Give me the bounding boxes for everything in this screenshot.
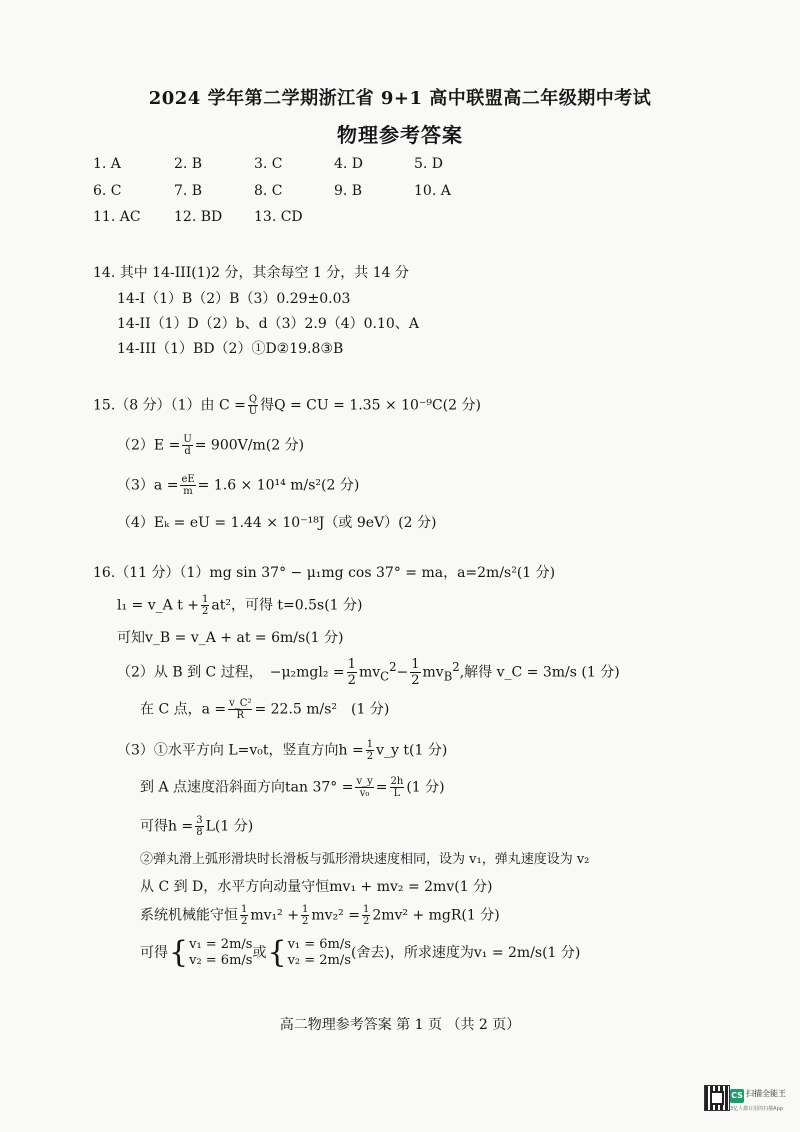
fraction-num: eE xyxy=(181,474,195,485)
q15-line-2-result: = 900V/m(2 分) xyxy=(194,437,305,454)
fraction xyxy=(240,904,248,927)
q14-part-1: 14-I（1）B（2）B（3）0.29±0.03 xyxy=(117,291,351,307)
brace-icon: { xyxy=(267,935,287,970)
system-row: v₁ = 2m/s xyxy=(189,937,253,952)
fraction xyxy=(182,434,192,457)
q16-line-10: 从 C 到 D，水平方向动量守恒mv₁ + mv₂ = 2mv(1 分) xyxy=(140,879,493,895)
fraction xyxy=(355,776,373,799)
fraction-den: 2 xyxy=(347,673,356,688)
fraction-den: v₀ xyxy=(359,788,370,799)
q15-line-4: （4）Eₖ = eU = 1.44 × 10⁻¹⁸J（或 9eV）(2 分) xyxy=(117,515,437,531)
q16-line-8 xyxy=(140,815,253,838)
answer-7: 7. B xyxy=(174,183,203,199)
q16-line-4-text: （2）从 B 到 C 过程， −μ₂mgl₂ = xyxy=(117,664,345,681)
camscanner-sublabel: 3亿人都在用的扫描App xyxy=(730,1106,783,1112)
page-footer: 高二物理参考答案 第 1 页 （共 2 页） xyxy=(279,1017,521,1033)
fraction-den: 2 xyxy=(241,916,248,927)
q16-line-12 xyxy=(140,937,580,969)
answer-9: 9. B xyxy=(334,183,363,199)
answer-3: 3. C xyxy=(254,156,283,172)
q16-line-7-score: (1 分) xyxy=(406,779,445,796)
fraction xyxy=(410,657,420,688)
fraction-den: L xyxy=(393,788,401,799)
q15-line-3 xyxy=(117,474,359,497)
answer-12: 12. BD xyxy=(174,209,223,225)
q16-line-3: 可知v_B = v_A + at = 6m/s(1 分) xyxy=(117,630,344,646)
q16-line-11 xyxy=(140,904,500,927)
camscanner-logo-icon: CS xyxy=(730,1089,744,1103)
fraction-num: 1 xyxy=(347,657,356,672)
answer-10: 10. A xyxy=(414,183,451,199)
fraction-num: 1 xyxy=(362,904,370,915)
q16-line-5-result: = 22.5 m/s² (1 分) xyxy=(254,701,390,718)
fraction-num: 1 xyxy=(366,739,374,750)
q16-line-11-term: mv₂² = xyxy=(311,907,360,924)
q16-line-1: 16.（11 分）（1）mg sin 37° − μ₁mg cos 37° = ma，a=2m/s²(1 分) xyxy=(93,565,556,581)
qr-code-icon xyxy=(704,1085,730,1111)
q16-line-6 xyxy=(117,739,447,762)
q16-line-11-text: 系统机械能守恒 xyxy=(140,907,238,924)
fraction xyxy=(362,904,370,927)
camscanner-label: 扫描全能王 xyxy=(746,1089,786,1098)
answer-6: 6. C xyxy=(93,183,122,199)
q16-line-2-result: at²，可得 t=0.5s(1 分) xyxy=(211,597,363,614)
fraction-den: 2 xyxy=(411,673,420,688)
q16-line-12-or: 或 xyxy=(252,945,267,961)
fraction xyxy=(201,594,209,617)
q15-line-1 xyxy=(93,394,481,417)
fraction xyxy=(180,474,195,497)
fraction-den: 2 xyxy=(301,916,309,927)
q16-line-4-term: mv xyxy=(358,664,381,681)
fraction-den: 8 xyxy=(196,827,203,838)
q16-line-12-result: (舍去)，所求速度为v₁ = 2m/s(1 分) xyxy=(350,945,581,961)
q16-line-4-term: mv xyxy=(422,664,444,681)
fraction-num: 2h xyxy=(390,776,404,787)
q14-header: 14. 其中 14-III(1)2 分，其余每空 1 分，共 14 分 xyxy=(93,265,410,281)
q16-line-6-text: （3）①水平方向 L=v₀t，竖直方向h = xyxy=(117,742,364,759)
q15-line-3-text: （3）a = xyxy=(117,477,179,494)
fraction xyxy=(228,698,252,721)
q16-line-2-text: l₁ = v_A t + xyxy=(117,597,199,614)
q15-line-1-text: 15.（8 分）（1）由 C = xyxy=(93,397,246,414)
q16-line-7 xyxy=(140,776,445,799)
fraction xyxy=(248,394,258,417)
fraction xyxy=(366,739,374,762)
subscript: C xyxy=(380,669,390,684)
answer-11: 11. AC xyxy=(93,209,141,225)
fraction xyxy=(195,815,203,838)
answer-4: 4. D xyxy=(334,156,364,172)
q14-part-3: 14-III（1）BD（2）①D②19.8③B xyxy=(117,341,344,357)
equation-system xyxy=(189,937,252,969)
q16-line-8-text: 可得h = xyxy=(140,818,194,835)
answer-2: 2. B xyxy=(174,156,203,172)
q16-line-4-result: ,解得 v_C = 3m/s (1 分) xyxy=(459,664,620,681)
answer-13: 13. CD xyxy=(254,209,303,225)
q16-line-4: （2）从 B 到 C 过程， −μ₂mgl₂ = $\frac{1}{2}$ $mv_C^2-$ $\frac{1}{2}$ $mv_B^2$,解得 v_C = 3m/s (1 分) xyxy=(117,657,620,688)
q16-line-11-term: mv₁² + xyxy=(250,907,299,924)
page-subtitle: 物理参考答案 xyxy=(337,123,463,147)
fraction-num: 1 xyxy=(301,904,309,915)
fraction-num: U xyxy=(183,434,192,445)
fraction-den: 2 xyxy=(362,916,370,927)
answer-1: 1. A xyxy=(93,156,121,172)
q16-line-8-result: L(1 分) xyxy=(205,818,254,835)
q15-line-1-result: 得Q = CU = 1.35 × 10⁻⁹C(2 分) xyxy=(260,397,481,414)
fraction xyxy=(347,657,357,688)
answer-5: 5. D xyxy=(414,156,444,172)
q16-line-7-text: 到 A 点速度沿斜面方向tan 37° = xyxy=(140,779,354,796)
fraction-den: 2 xyxy=(202,606,209,617)
fraction-den: U xyxy=(248,406,258,417)
minus-sign: − xyxy=(396,664,409,681)
q16-line-5 xyxy=(140,698,389,721)
fraction-num: 3 xyxy=(196,815,203,826)
fraction-den: d xyxy=(184,446,191,457)
fraction-num: v_C² xyxy=(229,698,252,709)
subscript: B xyxy=(443,669,453,684)
q16-line-9: ②弹丸滑上弧形滑块时长滑板与弧形滑块速度相同，设为 v₁，弹丸速度设为 v₂ xyxy=(140,852,590,867)
q14-part-2: 14-II（1）D（2）b、d（3）2.9（4）0.10、A xyxy=(117,316,419,332)
brace-icon: { xyxy=(169,935,189,970)
q16-line-6-result: v_y t(1 分) xyxy=(376,742,448,759)
equation-system xyxy=(288,937,351,969)
answer-8: 8. C xyxy=(254,183,283,199)
q15-line-3-result: = 1.6 × 10¹⁴ m/s²(2 分) xyxy=(197,477,360,494)
q15-line-2-text: （2）E = xyxy=(117,437,181,454)
fraction-den: R xyxy=(236,710,245,721)
fraction-den: m xyxy=(183,486,193,497)
q16-line-5-text: 在 C 点，a = xyxy=(140,701,227,718)
system-row: v₂ = 2m/s xyxy=(287,953,351,968)
fraction-num: Q xyxy=(248,394,258,405)
q16-line-11-result: 2mv² + mgR(1 分) xyxy=(372,907,500,924)
fraction xyxy=(390,776,405,799)
fraction-num: 1 xyxy=(241,904,248,915)
page-title: 2024 学年第二学期浙江省 9+1 高中联盟高二年级期中考试 xyxy=(148,88,652,109)
fraction-num: 1 xyxy=(202,594,209,605)
system-row: v₁ = 6m/s xyxy=(287,937,351,952)
equals-sign: = xyxy=(375,779,388,796)
q16-line-2 xyxy=(117,594,363,617)
system-row: v₂ = 6m/s xyxy=(189,953,253,968)
fraction-num: v_y xyxy=(356,776,373,787)
q15-line-2 xyxy=(117,434,304,457)
fraction-num: 1 xyxy=(411,657,420,672)
fraction-den: 2 xyxy=(366,751,374,762)
fraction xyxy=(301,904,309,927)
q16-line-12-text: 可得 xyxy=(140,945,168,961)
